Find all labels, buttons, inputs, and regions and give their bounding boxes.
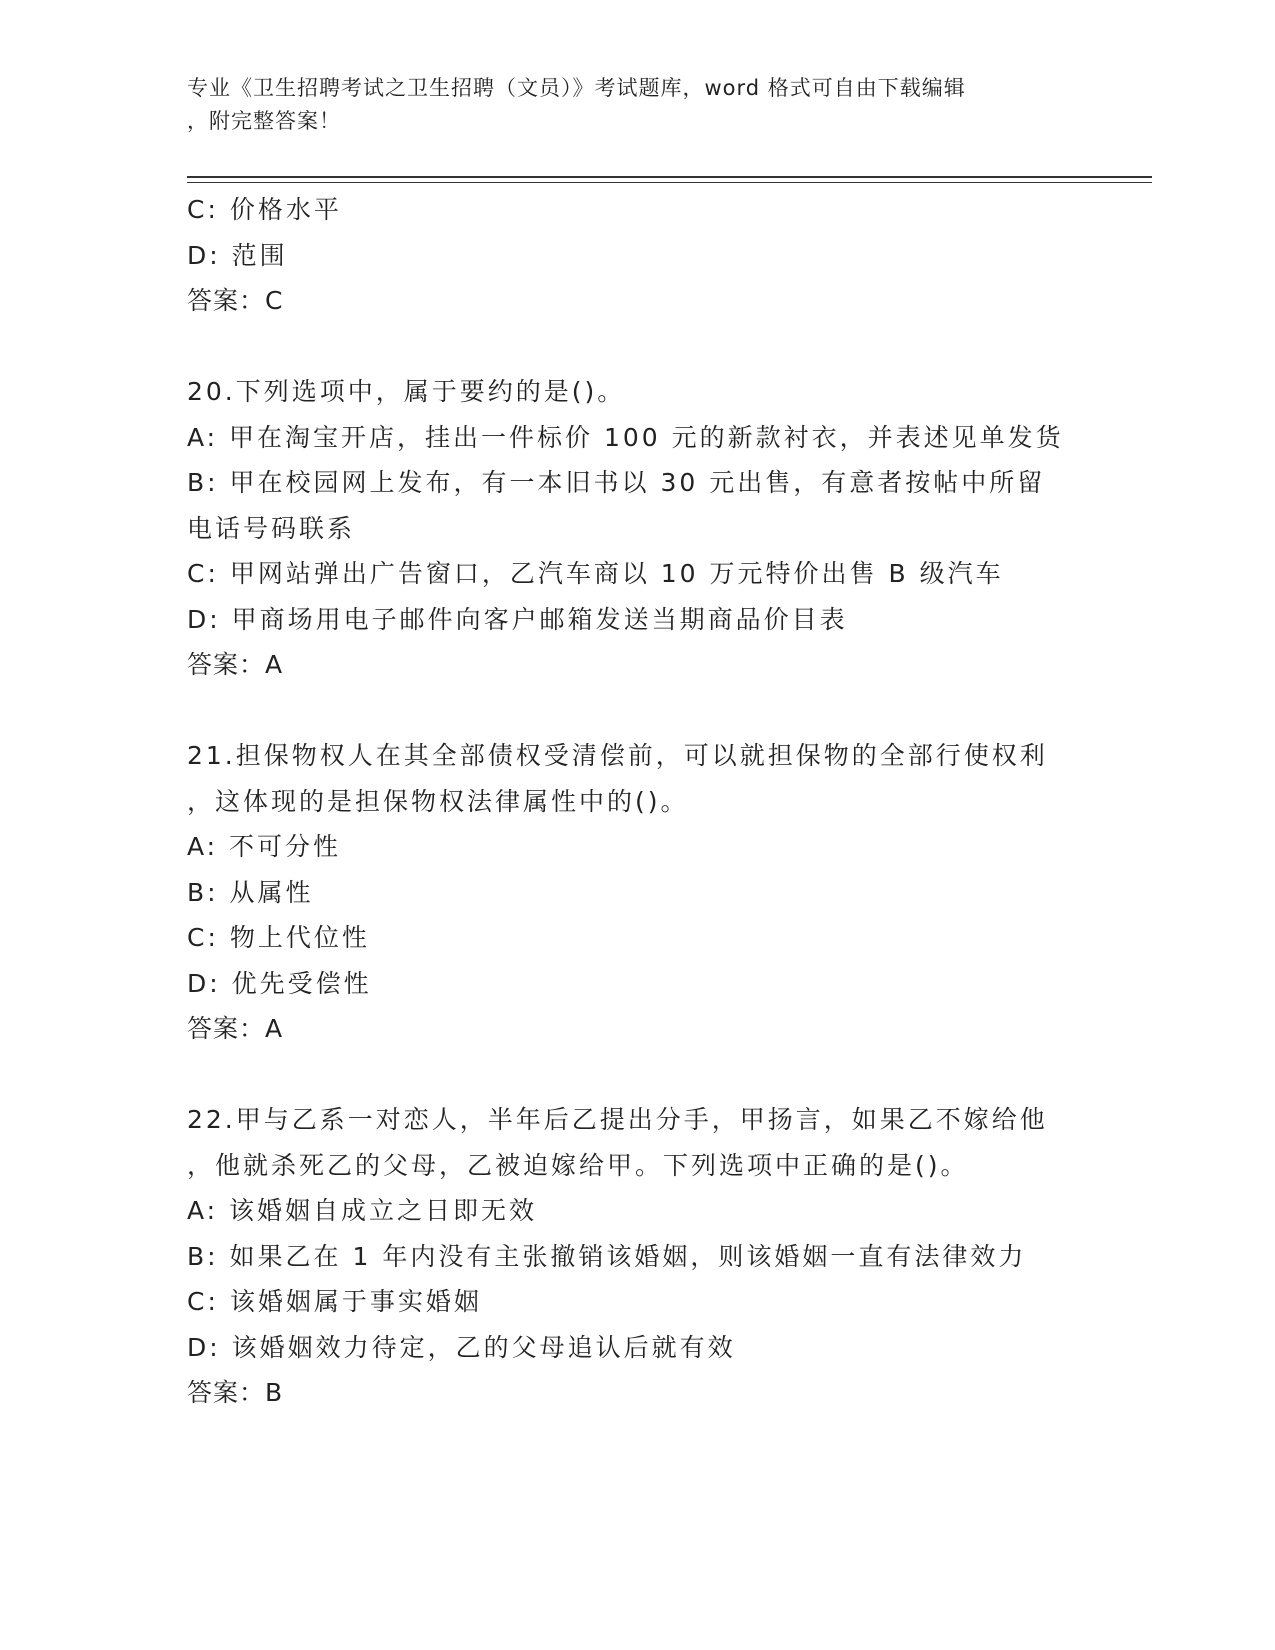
option-c: C: 物上代位性 [187, 923, 370, 952]
question-list [187, 187, 1087, 1416]
block-gap [187, 324, 1087, 370]
option-d: D: 该婚姻效力待定，乙的父母追认后就有效 [187, 1332, 736, 1362]
option-a: A: 该婚姻自成立之日即无效 [187, 1196, 538, 1225]
question-block-20 [187, 369, 1087, 688]
option-a: A: 甲在淘宝开店，挂出一件标价 100 元的新款衬衣，并表述见单发货 [187, 422, 1064, 452]
answer-line: 答案：B [187, 1378, 284, 1407]
header-rule-thick [187, 176, 1152, 178]
block-gap [187, 688, 1087, 734]
option-d: D: 优先受偿性 [187, 968, 372, 998]
question-stem-continued: ，这体现的是担保物权法律属性中的()。 [187, 786, 689, 816]
option-b-continued: 电话号码联系 [187, 513, 356, 543]
question-stem: 21.担保物权人在其全部债权受清偿前，可以就担保物的全部行使权利 [187, 741, 1048, 770]
question-block-21 [187, 733, 1087, 1052]
question-stem: 22.甲与乙系一对恋人，半年后乙提出分手，甲扬言，如果乙不嫁给他 [187, 1105, 1048, 1134]
option-b: B: 从属性 [187, 877, 314, 907]
question-stem: 20.下列选项中，属于要约的是()。 [187, 377, 626, 406]
question-block-19 [187, 187, 1087, 324]
header-line-1: 专业《卫生招聘考试之卫生招聘（文员）》考试题库，word 格式可自由下载编辑 [187, 76, 966, 100]
header-line-2: ，附完整答案！ [187, 109, 341, 133]
option-b: B: 甲在校园网上发布，有一本旧书以 30 元出售，有意者按帖中所留 [187, 468, 1046, 497]
question-block-22 [187, 1097, 1087, 1416]
answer-line: 答案：A [187, 1014, 284, 1043]
option-d: D: 范围 [187, 240, 288, 270]
option-c: C: 该婚姻属于事实婚姻 [187, 1287, 482, 1316]
block-gap [187, 1052, 1087, 1098]
question-stem-continued: ，他就杀死乙的父母，乙被迫嫁给甲。下列选项中正确的是()。 [187, 1150, 969, 1180]
page-header [187, 72, 1067, 138]
answer-line: 答案：A [187, 650, 284, 679]
option-b: B: 如果乙在 1 年内没有主张撤销该婚姻，则该婚姻一直有法律效力 [187, 1241, 1027, 1271]
answer-line: 答案：C [187, 286, 284, 315]
option-c: C: 价格水平 [187, 195, 342, 224]
option-a: A: 不可分性 [187, 832, 342, 861]
header-rule-thin [187, 182, 1152, 183]
option-c: C: 甲网站弹出广告窗口，乙汽车商以 10 万元特价出售 B 级汽车 [187, 559, 1004, 588]
option-d: D: 甲商场用电子邮件向客户邮箱发送当期商品价目表 [187, 604, 848, 634]
